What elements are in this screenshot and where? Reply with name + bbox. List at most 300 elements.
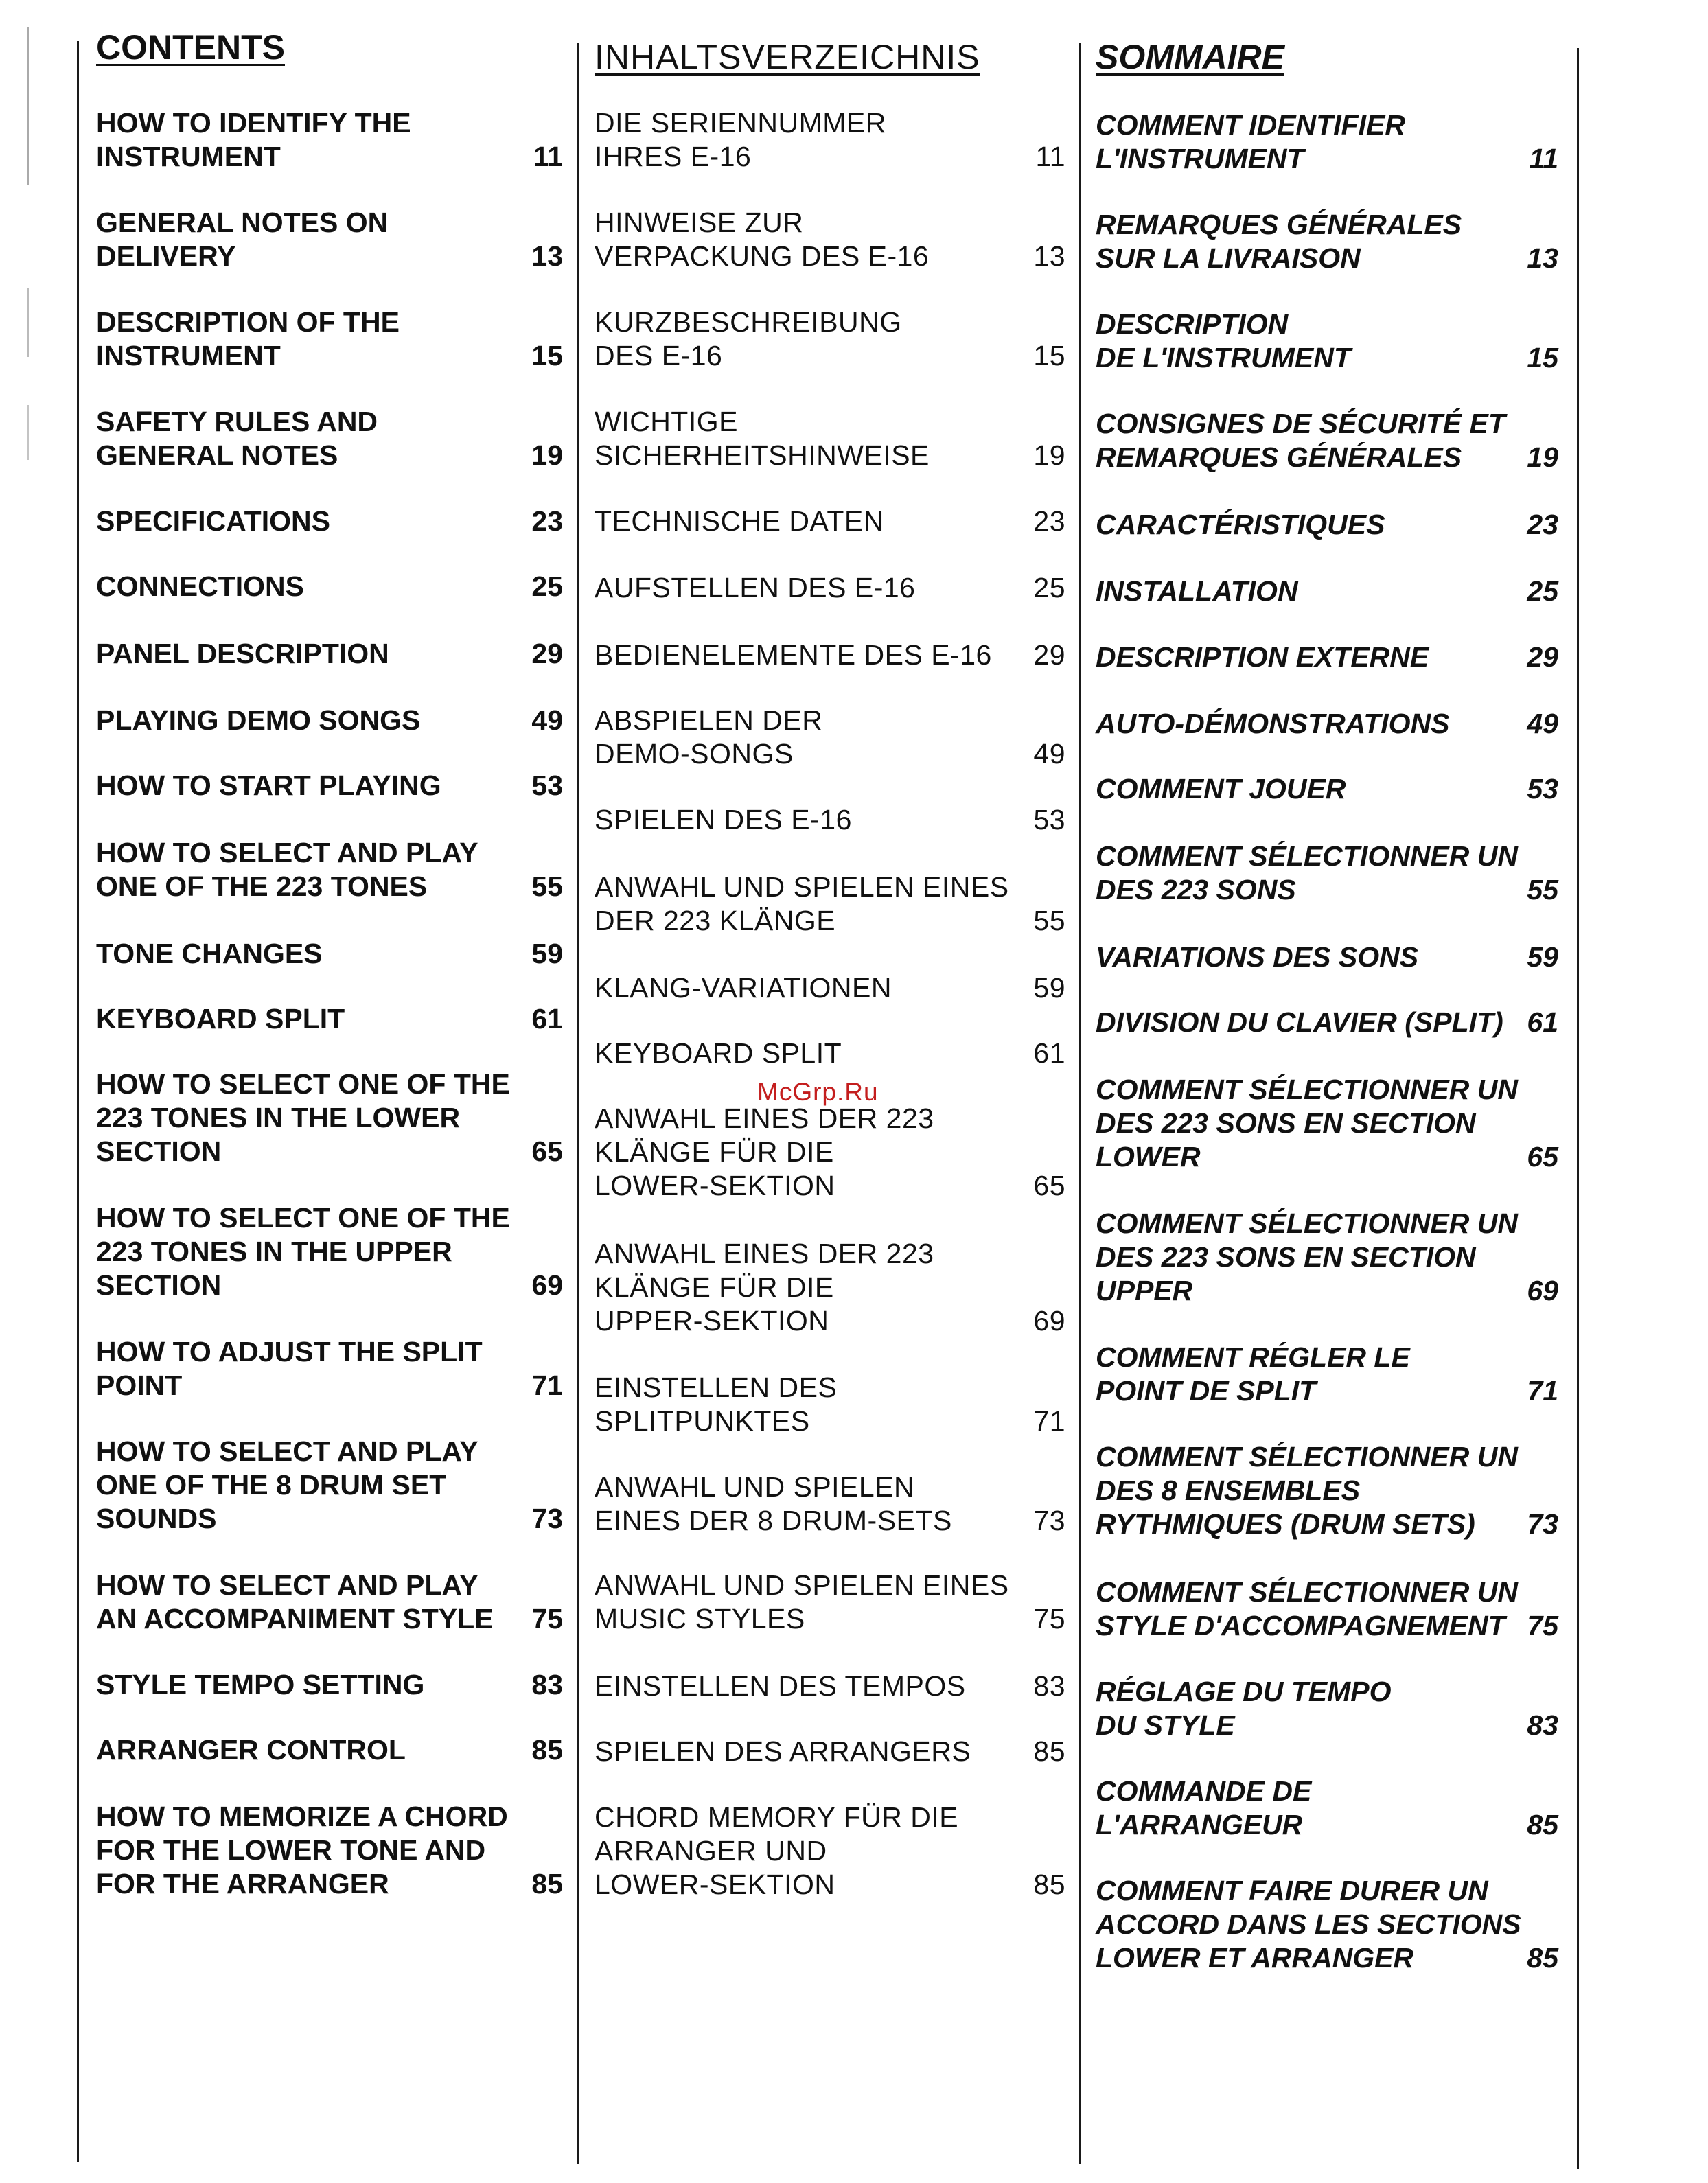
toc-entry-title-line: DES 223 SONS xyxy=(1096,874,1296,905)
toc-entry[interactable] xyxy=(1096,1575,1558,1643)
toc-entry-title xyxy=(96,106,563,174)
toc-entry-page-number: 29 xyxy=(531,638,563,669)
toc-entry-title-line: HOW TO SELECT ONE OF THE xyxy=(96,1202,510,1234)
toc-entry-title-line: HOW TO ADJUST THE SPLIT xyxy=(96,1336,483,1367)
toc-entry[interactable] xyxy=(1096,772,1558,806)
toc-entry-title xyxy=(1096,1341,1558,1408)
column-rule-left xyxy=(77,41,79,2162)
toc-entry-title-line: LOWER xyxy=(1096,1141,1201,1173)
toc-entry-page-number: 69 xyxy=(1527,1275,1558,1306)
toc-entry[interactable] xyxy=(96,937,563,971)
toc-entry-page-number: 75 xyxy=(531,1603,563,1635)
toc-entry-title xyxy=(1096,1207,1558,1308)
toc-entry-title xyxy=(1096,1675,1558,1742)
toc-entry-title-line: POINT xyxy=(96,1370,183,1401)
toc-entry-title xyxy=(1096,508,1558,542)
toc-entry-page-number: 85 xyxy=(1033,1735,1065,1767)
toc-entry[interactable] xyxy=(96,769,563,802)
toc-entry-page-number: 23 xyxy=(531,505,563,537)
toc-entry-title xyxy=(595,1735,1065,1768)
toc-entry[interactable] xyxy=(96,637,563,671)
toc-entry-title-line: AN ACCOMPANIMENT STYLE xyxy=(96,1603,494,1635)
toc-entry-page-number: 23 xyxy=(1527,509,1558,540)
watermark: McGrp.Ru xyxy=(757,1078,879,1106)
toc-entry-page-number: 71 xyxy=(1033,1405,1065,1437)
toc-entry-title-line: COMMENT IDENTIFIER xyxy=(1096,109,1405,141)
toc-entry-title-line: FOR THE LOWER TONE AND xyxy=(96,1834,486,1866)
toc-entry-title-line: HOW TO START PLAYING xyxy=(96,770,441,801)
toc-entry-title-line: GENERAL NOTES ON xyxy=(96,207,389,238)
toc-entry-title-line: ONE OF THE 8 DRUM SET xyxy=(96,1469,447,1501)
toc-entry[interactable] xyxy=(1096,1874,1558,1975)
toc-entry-page-number: 49 xyxy=(531,704,563,736)
toc-entry-title xyxy=(595,571,1065,605)
toc-entry-title-line: HOW TO SELECT AND PLAY xyxy=(96,1435,478,1467)
toc-entry-title xyxy=(595,870,1065,938)
toc-entry-page-number: 55 xyxy=(1527,874,1558,905)
toc-entry-title-line: LOWER-SEKTION xyxy=(595,1869,835,1900)
toc-entry[interactable] xyxy=(1096,1675,1558,1742)
toc-entry-title-line: LOWER-SEKTION xyxy=(595,1170,835,1201)
toc-entry-page-number: 13 xyxy=(1527,242,1558,274)
toc-entry[interactable] xyxy=(595,1102,1065,1203)
toc-entry-title-line: DESCRIPTION xyxy=(1096,308,1289,340)
toc-entry-page-number: 49 xyxy=(1527,708,1558,739)
toc-entry-title-line: CARACTÉRISTIQUES xyxy=(1096,509,1385,540)
toc-entry-title xyxy=(1096,640,1558,674)
toc-entry-title-line: SUR LA LIVRAISON xyxy=(1096,242,1361,274)
toc-entry-title xyxy=(1096,1874,1558,1975)
toc-entry-title-line: ACCORD DANS LES SECTIONS xyxy=(1096,1908,1521,1940)
toc-entry-title xyxy=(96,836,563,903)
toc-entry-title xyxy=(96,1733,563,1767)
toc-entry-title xyxy=(1096,1006,1558,1039)
toc-entry-title-line: DES E-16 xyxy=(595,340,723,371)
toc-entry-page-number: 69 xyxy=(531,1269,563,1301)
toc-entry[interactable] xyxy=(96,1201,563,1302)
toc-entry-title-line: HOW TO IDENTIFY THE xyxy=(96,107,411,139)
toc-entry[interactable] xyxy=(1096,308,1558,375)
toc-entry-title xyxy=(96,206,563,273)
toc-entry[interactable] xyxy=(595,106,1065,174)
toc-entry[interactable] xyxy=(96,836,563,903)
scan-mark xyxy=(27,405,29,460)
toc-entry[interactable] xyxy=(595,971,1065,1005)
toc-entry-title-line: ANWAHL UND SPIELEN EINES xyxy=(595,1569,1009,1601)
toc-entry[interactable] xyxy=(1096,1207,1558,1308)
toc-entry[interactable] xyxy=(595,305,1065,373)
toc-entry-title-line: STYLE TEMPO SETTING xyxy=(96,1669,425,1700)
toc-entry-title-line: DER 223 KLÄNGE xyxy=(595,905,836,936)
toc-entry-title-line: WICHTIGE xyxy=(595,406,738,437)
toc-entry-title xyxy=(96,505,563,538)
toc-entry[interactable] xyxy=(96,1800,563,1901)
toc-entry-title xyxy=(595,1237,1065,1338)
toc-entry-title-line: DES 223 SONS EN SECTION xyxy=(1096,1107,1476,1139)
toc-entry-page-number: 25 xyxy=(1527,575,1558,607)
toc-entry-title-line: RÉGLAGE DU TEMPO xyxy=(1096,1676,1392,1707)
toc-entry-page-number: 11 xyxy=(1529,143,1558,174)
toc-entry-title xyxy=(595,1470,1065,1538)
toc-entry-title xyxy=(96,1335,563,1402)
toc-entry-title-line: INSTRUMENT xyxy=(96,141,281,172)
toc-entry-title xyxy=(96,937,563,971)
toc-entry-title xyxy=(595,405,1065,472)
toc-entry[interactable] xyxy=(96,1067,563,1168)
toc-entry-page-number: 85 xyxy=(1033,1869,1065,1900)
toc-entry[interactable] xyxy=(1096,575,1558,608)
toc-entry-title-line: DESCRIPTION EXTERNE xyxy=(1096,641,1429,673)
toc-entry[interactable] xyxy=(96,704,563,737)
toc-entry-title-line: STYLE D'ACCOMPAGNEMENT xyxy=(1096,1610,1505,1641)
toc-entry-page-number: 61 xyxy=(531,1003,563,1035)
toc-entry[interactable] xyxy=(1096,1775,1558,1842)
toc-entry[interactable] xyxy=(96,1569,563,1636)
toc-entry-title-line: DU STYLE xyxy=(1096,1709,1235,1741)
toc-entry-page-number: 75 xyxy=(1033,1603,1065,1635)
toc-entry-page-number: 15 xyxy=(531,340,563,371)
toc-entry-page-number: 15 xyxy=(1033,340,1065,371)
toc-entry-title xyxy=(1096,1775,1558,1842)
toc-entry-title-line: SECTION xyxy=(96,1135,222,1167)
toc-entry-title-line: HOW TO SELECT ONE OF THE xyxy=(96,1068,510,1100)
sommaire-heading: SOMMAIRE xyxy=(1096,38,1284,76)
toc-entry-title-line: TONE CHANGES xyxy=(96,938,323,969)
toc-entry[interactable] xyxy=(595,1670,1065,1703)
toc-entry-title-line: EINSTELLEN DES TEMPOS xyxy=(595,1670,966,1702)
toc-entry[interactable] xyxy=(96,570,563,603)
toc-entry-page-number: 61 xyxy=(1033,1037,1065,1069)
toc-entry-title xyxy=(96,1800,563,1901)
toc-entry-title xyxy=(1096,1575,1558,1643)
toc-entry-title xyxy=(96,1668,563,1702)
toc-entry-page-number: 29 xyxy=(1527,641,1558,673)
toc-column-french xyxy=(1096,27,1558,2087)
toc-entry-page-number: 55 xyxy=(531,870,563,902)
toc-entry[interactable] xyxy=(595,1237,1065,1338)
toc-entry-title xyxy=(96,1435,563,1536)
toc-entry-title xyxy=(1096,407,1558,474)
toc-entry-title-line: SPIELEN DES ARRANGERS xyxy=(595,1735,971,1767)
toc-entry-title-line: SAFETY RULES AND xyxy=(96,406,378,437)
toc-entry-title-line: REMARQUES GÉNÉRALES xyxy=(1096,209,1462,240)
toc-entry[interactable] xyxy=(595,206,1065,273)
toc-entry-title-line: COMMENT RÉGLER LE xyxy=(1096,1341,1410,1373)
toc-entry-title-line: MUSIC STYLES xyxy=(595,1603,805,1635)
toc-entry-title-line: SPECIFICATIONS xyxy=(96,505,330,537)
toc-column-german xyxy=(595,27,1065,2087)
toc-entry-title-line: COMMENT JOUER xyxy=(1096,773,1346,805)
toc-entry-title-line: HINWEISE ZUR xyxy=(595,207,804,238)
toc-entry-page-number: 23 xyxy=(1033,505,1065,537)
toc-entry-page-number: 55 xyxy=(1033,905,1065,936)
toc-entry-title-line: DES 223 SONS EN SECTION xyxy=(1096,1241,1476,1273)
toc-entry-title-line: ARRANGER CONTROL xyxy=(96,1734,406,1766)
toc-entry-page-number: 19 xyxy=(1527,441,1558,473)
toc-entry-title-line: GENERAL NOTES xyxy=(96,439,338,471)
toc-entry[interactable] xyxy=(595,1735,1065,1768)
toc-entry[interactable] xyxy=(96,1335,563,1402)
toc-entry-title-line: L'ARRANGEUR xyxy=(1096,1809,1303,1840)
toc-entry-title-line: KURZBESCHREIBUNG xyxy=(595,306,902,338)
toc-entry[interactable] xyxy=(595,803,1065,837)
toc-entry-title-line: VERPACKUNG DES E-16 xyxy=(595,240,930,272)
toc-entry-page-number: 53 xyxy=(1033,804,1065,835)
toc-entry-title xyxy=(595,1371,1065,1438)
toc-entry-title-line: HOW TO SELECT AND PLAY xyxy=(96,837,478,868)
toc-entry[interactable] xyxy=(595,405,1065,472)
toc-entry[interactable] xyxy=(96,405,563,472)
toc-entry-title xyxy=(1096,1440,1558,1541)
toc-entry-page-number: 19 xyxy=(1033,439,1065,471)
toc-entry-page-number: 83 xyxy=(1033,1670,1065,1702)
scan-mark xyxy=(27,288,29,357)
toc-entry-title xyxy=(96,1067,563,1168)
toc-entry[interactable] xyxy=(96,1733,563,1767)
toc-entry-title-line: POINT DE SPLIT xyxy=(1096,1375,1317,1407)
column-rule-middle xyxy=(577,43,579,2164)
toc-entry-title-line: INSTRUMENT xyxy=(96,340,281,371)
toc-entry-title-line: COMMENT SÉLECTIONNER UN xyxy=(1096,1208,1518,1239)
toc-entry-title-line: BEDIENELEMENTE DES E-16 xyxy=(595,639,992,671)
toc-entry-title xyxy=(96,570,563,603)
toc-entry-title-line: CONSIGNES DE SÉCURITÉ ET xyxy=(1096,408,1505,439)
toc-entry-title xyxy=(595,1102,1065,1203)
toc-entry-page-number: 11 xyxy=(1035,141,1065,172)
toc-entry-title-line: INSTALLATION xyxy=(1096,575,1298,607)
toc-entry-title xyxy=(1096,772,1558,806)
toc-entry-title xyxy=(595,1569,1065,1636)
toc-entry-page-number: 49 xyxy=(1033,738,1065,770)
toc-entry-title-line: SPIELEN DES E-16 xyxy=(595,804,852,835)
toc-entry-title xyxy=(1096,108,1558,176)
toc-entry-title-line: SICHERHEITSHINWEISE xyxy=(595,439,930,471)
toc-entry-page-number: 19 xyxy=(531,439,563,471)
toc-entry-title-line: IHRES E-16 xyxy=(595,141,752,172)
toc-entry[interactable] xyxy=(1096,640,1558,674)
toc-entry-title-line: EINES DER 8 DRUM-SETS xyxy=(595,1505,952,1536)
toc-entry-title xyxy=(595,704,1065,771)
toc-entry[interactable] xyxy=(96,505,563,538)
toc-entry-page-number: 53 xyxy=(531,770,563,801)
toc-entry-page-number: 25 xyxy=(1033,572,1065,603)
toc-entry-title-line: PLAYING DEMO SONGS xyxy=(96,704,421,736)
toc-entry-title xyxy=(595,505,1065,538)
toc-entry-title-line: COMMENT SÉLECTIONNER UN xyxy=(1096,1576,1518,1608)
toc-entry-title-line: DELIVERY xyxy=(96,240,236,272)
toc-entry-title-line: ANWAHL UND SPIELEN xyxy=(595,1471,915,1503)
toc-entry-page-number: 59 xyxy=(1033,972,1065,1004)
toc-entry[interactable] xyxy=(1096,840,1558,907)
toc-entry-page-number: 71 xyxy=(1527,1375,1558,1407)
column-rule-right xyxy=(1079,43,1081,2164)
toc-entry-title-line: TECHNISCHE DATEN xyxy=(595,505,884,537)
toc-entry[interactable] xyxy=(595,505,1065,538)
toc-entry[interactable] xyxy=(1096,508,1558,542)
toc-entry[interactable] xyxy=(96,1668,563,1702)
toc-entry-title xyxy=(595,106,1065,174)
toc-entry-title-line: KEYBOARD SPLIT xyxy=(595,1037,842,1069)
toc-entry-page-number: 73 xyxy=(531,1503,563,1534)
toc-entry-title xyxy=(595,638,1065,672)
toc-entry-page-number: 29 xyxy=(1033,639,1065,671)
contents-heading: CONTENTS xyxy=(96,28,285,67)
toc-entry-title xyxy=(96,769,563,802)
toc-entry-page-number: 65 xyxy=(1527,1141,1558,1173)
toc-entry-title xyxy=(595,1670,1065,1703)
toc-entry-page-number: 59 xyxy=(1527,941,1558,973)
toc-entry-page-number: 13 xyxy=(1033,240,1065,272)
toc-entry-title-line: COMMENT SÉLECTIONNER UN xyxy=(1096,840,1518,872)
toc-entry[interactable] xyxy=(595,1037,1065,1070)
toc-entry-title-line: SECTION xyxy=(96,1269,222,1301)
toc-entry-title-line: HOW TO SELECT AND PLAY xyxy=(96,1569,478,1601)
toc-entry-title-line: KEYBOARD SPLIT xyxy=(96,1003,345,1035)
toc-entry[interactable] xyxy=(1096,407,1558,474)
toc-entry-title xyxy=(96,305,563,373)
toc-entry[interactable] xyxy=(1096,1073,1558,1174)
toc-entry-page-number: 13 xyxy=(531,240,563,272)
toc-entry-title xyxy=(96,637,563,671)
toc-entry-title xyxy=(1096,707,1558,741)
toc-entry[interactable] xyxy=(1096,707,1558,741)
toc-entry-title-line: ONE OF THE 223 TONES xyxy=(96,870,428,902)
toc-entry-title-line: COMMENT SÉLECTIONNER UN xyxy=(1096,1074,1518,1105)
toc-entry-title-line: DEMO-SONGS xyxy=(595,738,794,770)
toc-entry-title-line: REMARQUES GÉNÉRALES xyxy=(1096,441,1462,473)
toc-entry-page-number: 65 xyxy=(1033,1170,1065,1201)
toc-entry-title-line: SPLITPUNKTES xyxy=(595,1405,810,1437)
toc-entry-title-line: LOWER ET ARRANGER xyxy=(1096,1942,1414,1974)
toc-entry-page-number: 25 xyxy=(531,570,563,602)
toc-entry[interactable] xyxy=(96,305,563,373)
toc-entry-title-line: VARIATIONS DES SONS xyxy=(1096,941,1419,973)
toc-entry-title-line: KLÄNGE FÜR DIE xyxy=(595,1136,834,1168)
toc-entry-title xyxy=(96,1002,563,1036)
toc-entry[interactable] xyxy=(595,1470,1065,1538)
toc-entry[interactable] xyxy=(595,638,1065,672)
scan-mark xyxy=(27,27,29,185)
toc-entry-title xyxy=(96,1569,563,1636)
toc-entry-page-number: 71 xyxy=(531,1370,563,1401)
toc-entry-title-line: FOR THE ARRANGER xyxy=(96,1868,389,1899)
toc-entry-title-line: RYTHMIQUES (DRUM SETS) xyxy=(1096,1508,1475,1540)
toc-entry-title-line: ARRANGER UND xyxy=(595,1835,827,1867)
toc-entry-title-line: L'INSTRUMENT xyxy=(1096,143,1304,174)
toc-entry-page-number: 73 xyxy=(1033,1505,1065,1536)
toc-entry-page-number: 15 xyxy=(1527,342,1558,373)
toc-entry-title xyxy=(1096,208,1558,275)
toc-entry-title-line: CHORD MEMORY FÜR DIE xyxy=(595,1801,959,1833)
toc-entry-title xyxy=(595,971,1065,1005)
toc-entry-title xyxy=(595,305,1065,373)
toc-entry-title-line: UPPER-SEKTION xyxy=(595,1305,829,1337)
toc-entry[interactable] xyxy=(595,1801,1065,1902)
toc-entry-title xyxy=(595,1801,1065,1902)
toc-entry-page-number: 73 xyxy=(1527,1508,1558,1540)
toc-entry-page-number: 85 xyxy=(531,1868,563,1899)
toc-entry-page-number: 83 xyxy=(531,1669,563,1700)
toc-entry[interactable] xyxy=(595,870,1065,938)
toc-entry-title xyxy=(1096,575,1558,608)
toc-entry-title xyxy=(595,1037,1065,1070)
toc-entry-title-line: ABSPIELEN DER xyxy=(595,704,823,736)
toc-entry[interactable] xyxy=(96,106,563,174)
toc-entry-title-line: COMMANDE DE xyxy=(1096,1775,1312,1807)
toc-entry[interactable] xyxy=(1096,208,1558,275)
toc-entry-title-line: CONNECTIONS xyxy=(96,570,304,602)
toc-entry[interactable] xyxy=(96,206,563,273)
toc-entry-title-line: DESCRIPTION OF THE xyxy=(96,306,400,338)
toc-entry-page-number: 75 xyxy=(1527,1610,1558,1641)
toc-entry-page-number: 85 xyxy=(531,1734,563,1766)
toc-entry[interactable] xyxy=(595,1569,1065,1636)
toc-entry-title xyxy=(1096,308,1558,375)
toc-entry-page-number: 65 xyxy=(531,1135,563,1167)
toc-entry-page-number: 61 xyxy=(1527,1006,1558,1038)
toc-entry-title xyxy=(1096,1073,1558,1174)
toc-entry-title-line: HOW TO MEMORIZE A CHORD xyxy=(96,1801,508,1832)
toc-entry-title-line: 223 TONES IN THE UPPER xyxy=(96,1236,452,1267)
toc-column-english xyxy=(96,27,563,2087)
toc-entry-title-line: DE L'INSTRUMENT xyxy=(1096,342,1351,373)
toc-entry-page-number: 11 xyxy=(533,141,563,172)
toc-entry-title xyxy=(96,704,563,737)
toc-entry-title-line: SOUNDS xyxy=(96,1503,217,1534)
toc-entry-title-line: COMMENT SÉLECTIONNER UN xyxy=(1096,1441,1518,1472)
toc-entry[interactable] xyxy=(1096,1440,1558,1541)
toc-entry-title xyxy=(595,803,1065,837)
toc-entry-title-line: AUFSTELLEN DES E-16 xyxy=(595,572,916,603)
inhaltsverzeichnis-heading: INHALTSVERZEICHNIS xyxy=(595,38,980,76)
toc-entry[interactable] xyxy=(96,1002,563,1036)
toc-entry-page-number: 85 xyxy=(1527,1809,1558,1840)
toc-entry[interactable] xyxy=(1096,940,1558,974)
toc-entry-title xyxy=(96,405,563,472)
toc-entry-title-line: DES 8 ENSEMBLES xyxy=(1096,1475,1361,1506)
toc-entry[interactable] xyxy=(1096,108,1558,176)
toc-entry-title-line: PANEL DESCRIPTION xyxy=(96,638,389,669)
toc-entry-title-line: 223 TONES IN THE LOWER xyxy=(96,1102,461,1133)
toc-entry[interactable] xyxy=(595,704,1065,771)
toc-entry-title-line: UPPER xyxy=(1096,1275,1193,1306)
toc-entry[interactable] xyxy=(96,1435,563,1536)
toc-entry-title xyxy=(1096,940,1558,974)
toc-entry-title-line: DIVISION DU CLAVIER (SPLIT) xyxy=(1096,1006,1503,1038)
toc-entry-title-line: ANWAHL UND SPIELEN EINES xyxy=(595,871,1009,903)
toc-entry-title-line: AUTO-DÉMONSTRATIONS xyxy=(1096,708,1450,739)
toc-entry-title-line: KLÄNGE FÜR DIE xyxy=(595,1271,834,1303)
toc-entry-title-line: ANWAHL EINES DER 223 xyxy=(595,1102,934,1134)
toc-entry-page-number: 69 xyxy=(1033,1305,1065,1337)
toc-entry-title-line: DIE SERIENNUMMER xyxy=(595,107,886,139)
toc-entry-title xyxy=(1096,840,1558,907)
column-rule-far-right xyxy=(1577,48,1579,2169)
toc-entry-title-line: COMMENT FAIRE DURER UN xyxy=(1096,1875,1488,1906)
toc-entry[interactable] xyxy=(595,571,1065,605)
toc-entry[interactable] xyxy=(595,1371,1065,1438)
toc-entry-page-number: 85 xyxy=(1527,1942,1558,1974)
toc-entry-title xyxy=(595,206,1065,273)
toc-entry[interactable] xyxy=(1096,1006,1558,1039)
toc-entry-title xyxy=(96,1201,563,1302)
toc-entry-page-number: 59 xyxy=(531,938,563,969)
toc-entry-title-line: EINSTELLEN DES xyxy=(595,1372,838,1403)
toc-entry-title-line: ANWAHL EINES DER 223 xyxy=(595,1238,934,1269)
toc-entry[interactable] xyxy=(1096,1341,1558,1408)
toc-entry-page-number: 83 xyxy=(1527,1709,1558,1741)
toc-entry-title-line: KLANG-VARIATIONEN xyxy=(595,972,892,1004)
